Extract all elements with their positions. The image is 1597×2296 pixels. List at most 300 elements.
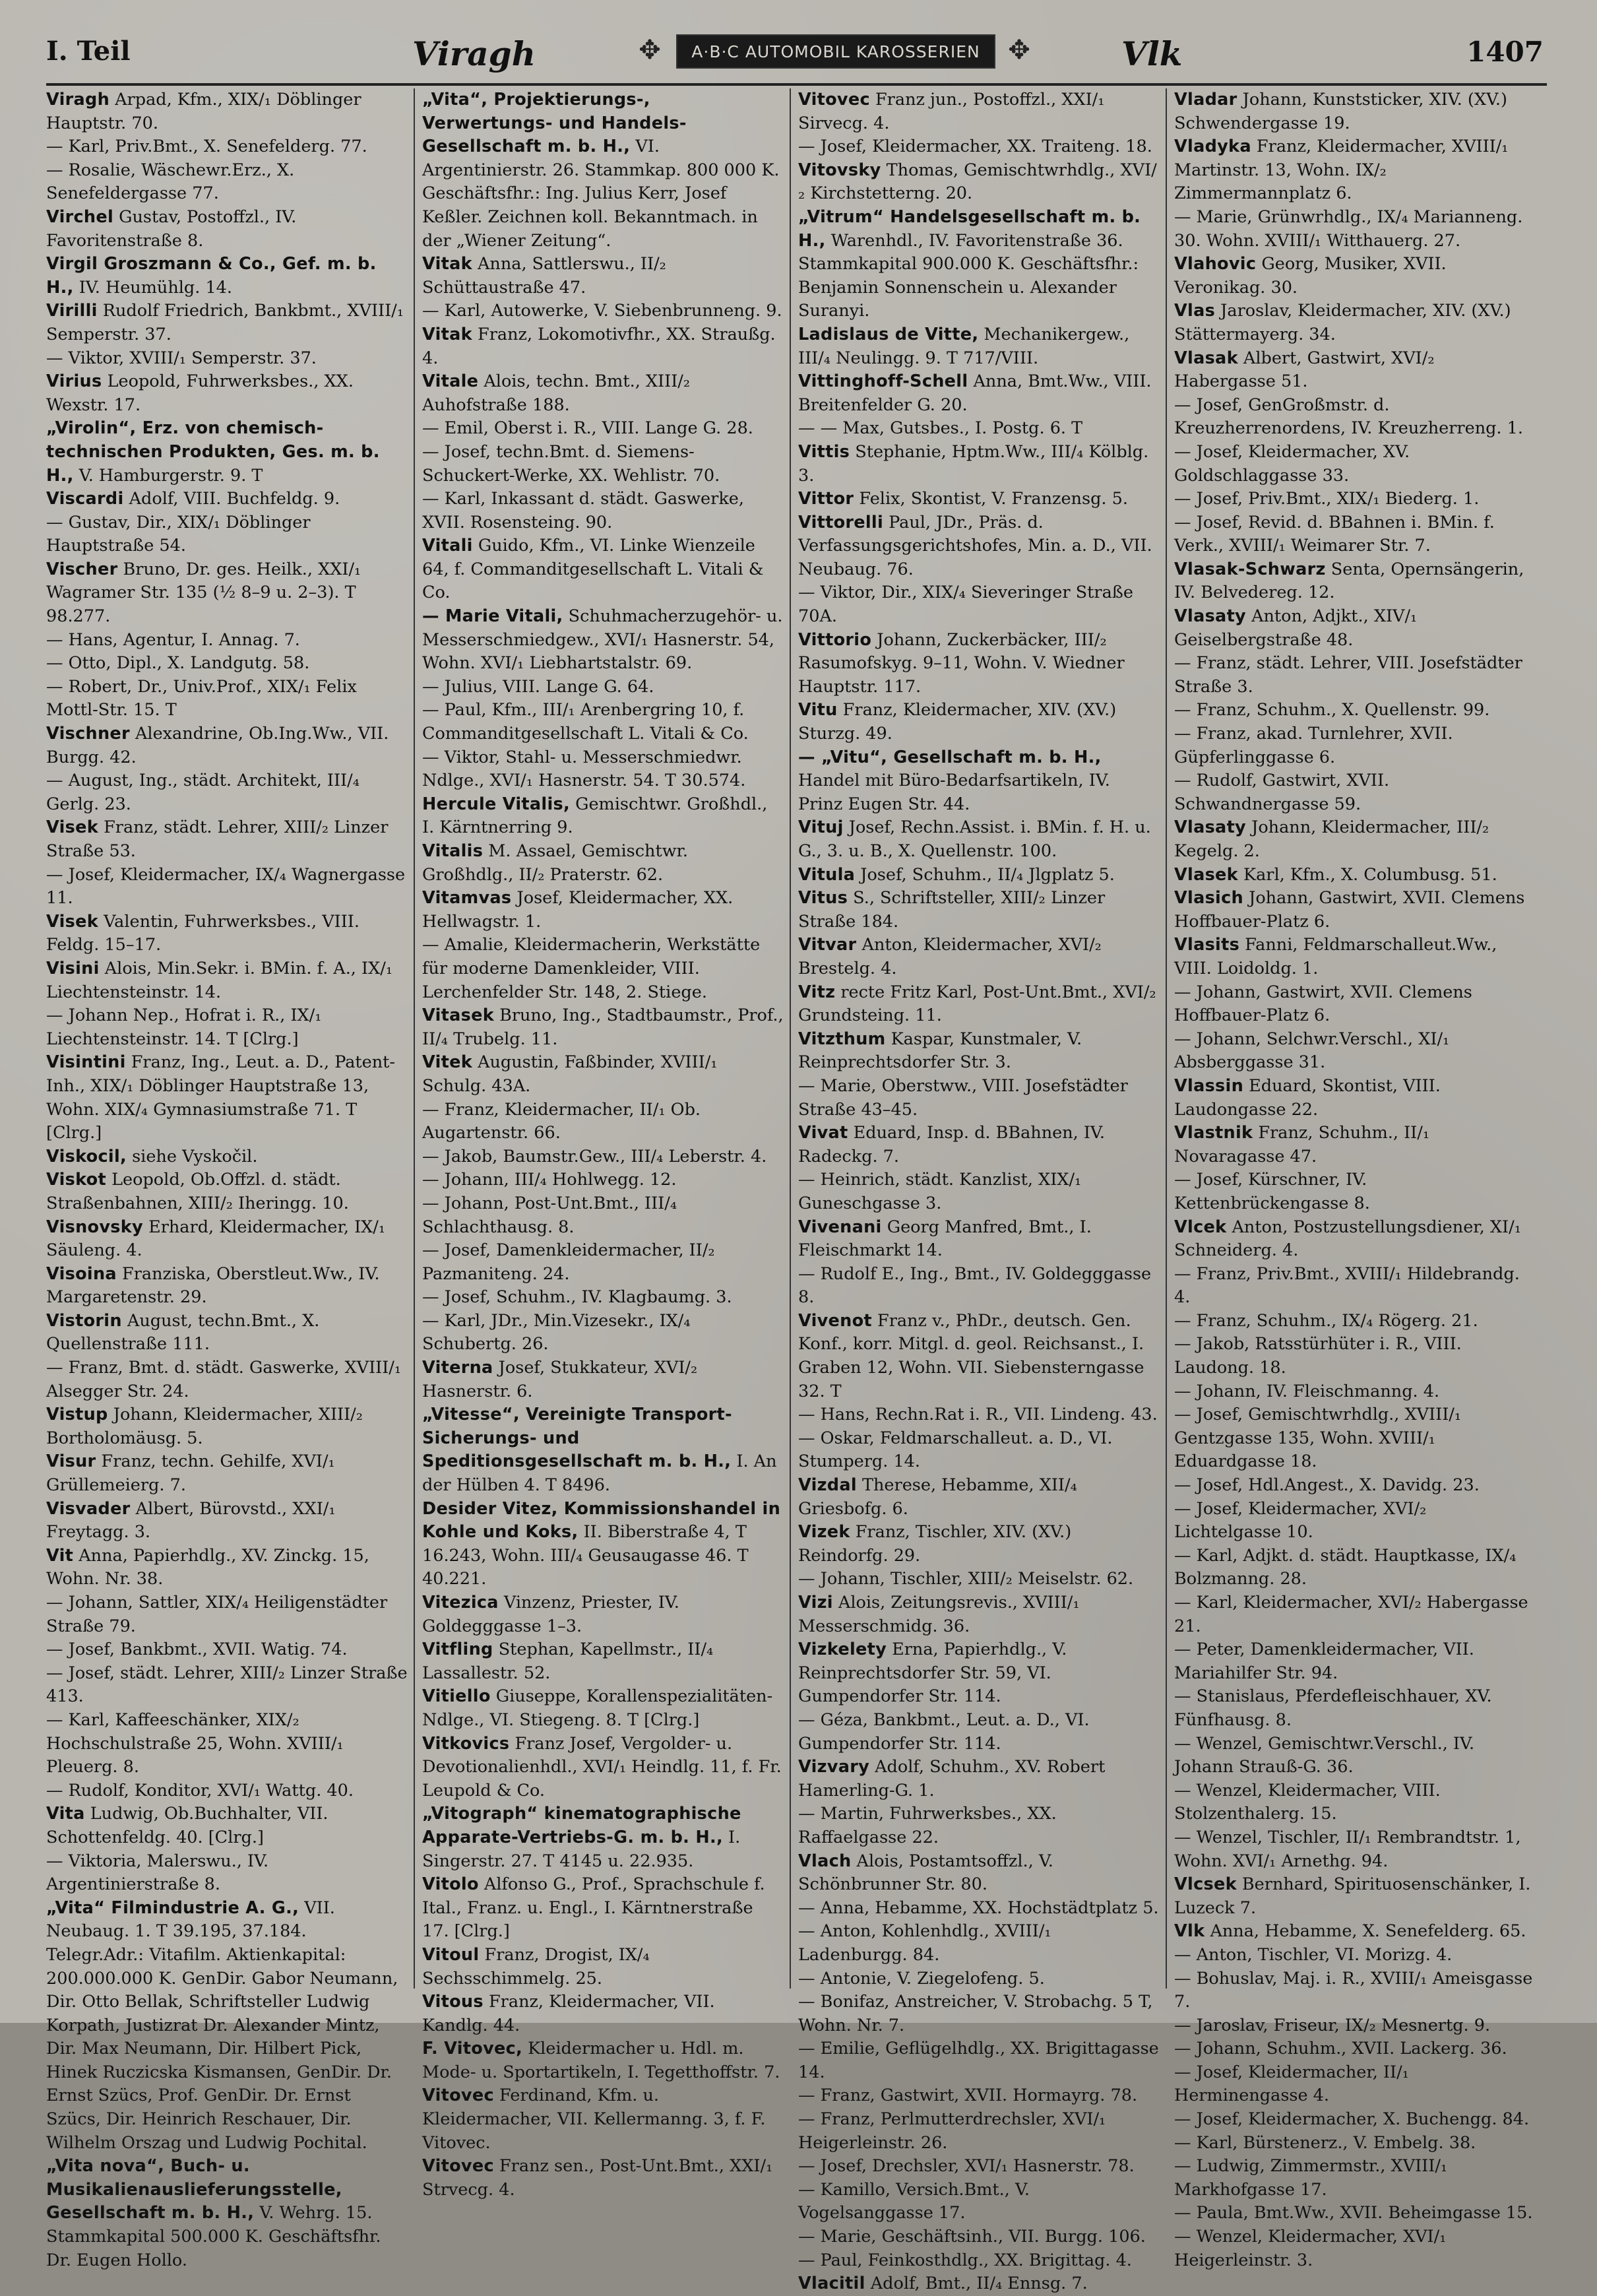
entry-name: Vlach bbox=[798, 1851, 852, 1871]
entry-text: V. Wehrg. 15. Stammkapital 500.000 K. Geschäftsfhr. Dr. Eugen Hollo. bbox=[46, 2203, 381, 2270]
entry-text: — Robert, Dr., Univ.Prof., XIX/₁ Felix Mottl-Str. 15. T bbox=[46, 676, 357, 720]
entry-text: I. An der Hülben 4. T 8496. bbox=[422, 1451, 777, 1496]
entry-text: — Bonifaz, Anstreicher, V. Strobachg. 5 T, Wohn. Nr. 7. bbox=[798, 1992, 1153, 2035]
directory-entry bbox=[422, 1991, 784, 2037]
entry-name: Vizdal bbox=[798, 1475, 857, 1496]
directory-entry bbox=[46, 1450, 408, 1497]
entry-text: Franz, techn. Gehilfe, XVI/₁ Grüllemeierg. 7. bbox=[46, 1451, 335, 1496]
directory-entry bbox=[1174, 206, 1536, 253]
entry-name: Vlastnik bbox=[1174, 1123, 1253, 1143]
entry-text: Gemischtwr. Großhdl., I. Kärntnerring 9. bbox=[422, 794, 768, 838]
entry-text: — Anton, Tischler, VI. Morizg. 4. bbox=[1174, 1944, 1453, 1965]
entry-text: Fanni, Feldmarschalleut.Ww., VIII. Loidoldg. 1. bbox=[1174, 935, 1497, 978]
directory-entry bbox=[422, 1733, 784, 1803]
directory-entry bbox=[1174, 2132, 1536, 2155]
header-rule bbox=[46, 83, 1547, 86]
directory-entry bbox=[798, 1897, 1160, 1921]
entry-name: Vitkovics bbox=[422, 1733, 510, 1754]
directory-entry bbox=[798, 1991, 1160, 2037]
directory-entry bbox=[1174, 558, 1536, 605]
entry-text: S., Schriftsteller, XIII/₂ Linzer Straße 184. bbox=[798, 888, 1106, 932]
directory-entry bbox=[422, 417, 784, 441]
directory-entry bbox=[1174, 2014, 1536, 2038]
directory-entry bbox=[798, 1474, 1160, 1521]
directory-entry bbox=[798, 1427, 1160, 1474]
entry-name: Desider Vitez, Kommissionshandel in Kohle und Koks, bbox=[422, 1498, 781, 1543]
directory-entry bbox=[46, 1638, 408, 1662]
entry-text: — Viktoria, Malerswu., IV. Argentinierstraße 8. bbox=[46, 1851, 269, 1895]
directory-entry bbox=[798, 816, 1160, 863]
directory-entry bbox=[1174, 511, 1536, 558]
entry-text: Franz jun., Postoffzl., XXI/₁ Sirvecg. 4. bbox=[798, 90, 1105, 133]
directory-entry bbox=[1174, 1380, 1536, 1404]
entry-text: Schuhmacherzugehör- u. Messerschmiedgew., XVI/₁ Hasnerstr. 54, Wohn. XVI/₁ Liebhartstalstr. 69. bbox=[422, 606, 783, 674]
directory-entry bbox=[1174, 699, 1536, 722]
entry-text: Stephan, Kapellmstr., II/₄ Lassallestr. 52. bbox=[422, 1640, 714, 1683]
directory-entry bbox=[1174, 1873, 1536, 1920]
directory-entry bbox=[1174, 1733, 1536, 1779]
entry-text: — Karl, Priv.Bmt., X. Senefelderg. 77. bbox=[46, 137, 367, 157]
entry-text: — Stanislaus, Pferdefleischhauer, XV. Fünfhausg. 8. bbox=[1174, 1686, 1492, 1730]
directory-entry bbox=[1174, 1826, 1536, 1873]
directory-entry bbox=[1174, 2061, 1536, 2108]
entry-text: Eduard, Insp. d. BBahnen, IV. Radeckg. 7. bbox=[798, 1123, 1105, 1166]
entry-name: Vizek bbox=[798, 1522, 850, 1543]
directory-entry bbox=[46, 417, 408, 488]
directory-entry bbox=[798, 1850, 1160, 1897]
directory-entry bbox=[798, 2108, 1160, 2155]
entry-text: — Amalie, Kleidermacherin, Werkstätte für moderne Damenkleider, VIII. Lerchenfelder Str. 148, 2. Stiege. bbox=[422, 935, 761, 1002]
entry-name: Visek bbox=[46, 911, 98, 932]
directory-entry bbox=[1174, 816, 1536, 863]
directory-entry bbox=[422, 253, 784, 300]
directory-entry bbox=[46, 1802, 408, 1849]
entry-text: Franz, Schuhm., II/₁ Novaragasse 47. bbox=[1174, 1123, 1430, 1166]
entry-text: — Wenzel, Gemischtwr.Verschl., IV. Johann Strauß-G. 36. bbox=[1174, 1733, 1475, 1777]
entry-text: — Otto, Dipl., X. Landgutg. 58. bbox=[46, 653, 310, 674]
directory-entry bbox=[798, 581, 1160, 628]
entry-text: Josef, Schuhm., II/₄ Jlgplatz 5. bbox=[855, 864, 1115, 885]
directory-entry bbox=[422, 1498, 784, 1591]
entry-text: Johann, Gastwirt, XVII. Clemens Hoffbauer-Platz 6. bbox=[1174, 888, 1525, 932]
entry-text: — August, Ing., städt. Architekt, III/₄ Gerlg. 23. bbox=[46, 771, 360, 814]
directory-entry bbox=[422, 1403, 784, 1497]
entry-text: Alois, techn. Bmt., XIII/₂ Auhofstraße 188. bbox=[422, 371, 691, 415]
entry-name: Vischner bbox=[46, 724, 130, 744]
directory-entry bbox=[798, 2272, 1160, 2296]
directory-entry bbox=[46, 1403, 408, 1450]
entry-name: Vistorin bbox=[46, 1310, 122, 1331]
entry-text: Anna, Papierhdlg., XV. Zinckg. 15, Wohn. Nr. 38. bbox=[46, 1545, 369, 1589]
entry-text: — Karl, Kaffeeschänker, XIX/₂ Hochschulstraße 25, Wohn. XVIII/₁ Pleuerg. 8. bbox=[46, 1709, 344, 1777]
entry-name: Vitula bbox=[798, 864, 856, 885]
entry-name: „Vita“, Projektierungs-, Verwertungs- und Handels-Gesellschaft m. b. H., bbox=[422, 90, 687, 157]
entry-text: Leopold, Fuhrwerksbes., XX. Wexstr. 17. bbox=[46, 371, 354, 415]
directory-entry bbox=[422, 1310, 784, 1356]
entry-name: Vlas bbox=[1174, 301, 1216, 321]
entry-name: Vitalis bbox=[422, 841, 484, 861]
entry-text: Franziska, Oberstleut.Ww., IV. Margaretenstr. 29. bbox=[46, 1263, 380, 1308]
directory-entry bbox=[46, 370, 408, 417]
entry-text: recte Fritz Karl, Post-Unt.Bmt., XVI/₂ Grundsteing. 11. bbox=[798, 982, 1156, 1026]
directory-entry bbox=[46, 2155, 408, 2272]
directory-entry bbox=[46, 1850, 408, 1897]
directory-entry bbox=[422, 2084, 784, 2155]
directory-entry bbox=[46, 1779, 408, 1803]
entry-text: — Rosalie, Wäschewr.Erz., X. Senefeldergasse 77. bbox=[46, 160, 295, 204]
entry-name: Viscardi bbox=[46, 489, 124, 509]
entry-text: Adolf, Bmt., II/₄ Ennsg. 7. bbox=[865, 2274, 1088, 2294]
entry-name: Vlasits bbox=[1174, 935, 1240, 955]
directory-entry bbox=[798, 323, 1160, 370]
directory-entry bbox=[1174, 652, 1536, 699]
entry-text: Franz, Kleidermacher, XIV. (XV.) Sturzg. 49. bbox=[798, 700, 1117, 744]
directory-entry bbox=[46, 347, 408, 371]
directory-entry bbox=[46, 1662, 408, 1709]
entry-text: August, techn.Bmt., X. Quellenstraße 111. bbox=[46, 1310, 320, 1355]
entry-text: — Wenzel, Tischler, II/₁ Rembrandtstr. 1, Wohn. XVI/₁ Arnethg. 94. bbox=[1174, 1827, 1521, 1871]
directory-entry bbox=[1174, 488, 1536, 511]
entry-name: Vischer bbox=[46, 559, 118, 579]
entry-text: — Josef, Revid. d. BBahnen i. BMin. f. Verk., XVIII/₁ Weimarer Str. 7. bbox=[1174, 512, 1495, 556]
directory-entry bbox=[46, 1591, 408, 1638]
entry-text: — Géza, Bankbmt., Leut. a. D., VI. Gumpendorfer Str. 114. bbox=[798, 1709, 1090, 1754]
entry-text: Anna, Bmt.Ww., VIII. Breitenfelder G. 20. bbox=[798, 371, 1152, 415]
directory-entry bbox=[46, 1263, 408, 1310]
directory-entry bbox=[798, 1802, 1160, 1849]
entry-text: — Josef, Schuhm., IV. Klagbaumg. 3. bbox=[422, 1287, 732, 1308]
entry-text: Albert, Bürovstd., XXI/₁ Freytagg. 3. bbox=[46, 1498, 336, 1543]
directory-entry bbox=[422, 88, 784, 253]
entry-name: Vlasak-Schwarz bbox=[1174, 559, 1326, 579]
entry-name: Vlasaty bbox=[1174, 817, 1246, 838]
entry-name: Vizvary bbox=[798, 1757, 869, 1777]
directory-entry bbox=[1174, 934, 1536, 980]
directory-entry bbox=[422, 1239, 784, 1286]
entry-text: — Marie, Grünwrhdlg., IX/₄ Marianneng. 30. Wohn. XVIII/₁ Witthauerg. 27. bbox=[1174, 207, 1523, 251]
entry-name: „Vita“ Filmindustrie A. G., bbox=[46, 1897, 299, 1918]
entry-text: — Julius, VIII. Lange G. 64. bbox=[422, 676, 654, 697]
entry-text: — Franz, Gastwirt, XVII. Hormayrg. 78. bbox=[798, 2086, 1138, 2106]
entry-text: Bruno, Ing., Stadtbaumstr., Prof., II/₄ Trubelg. 11. bbox=[422, 1005, 784, 1049]
directory-entry bbox=[422, 1685, 784, 1732]
entry-text: — Jakob, Ratsstürhüter i. R., VIII. Laudong. 18. bbox=[1174, 1334, 1462, 1378]
entry-text: Therese, Hebamme, XII/₄ Griesbofg. 6. bbox=[798, 1475, 1077, 1519]
entry-name: „Virolin“, Erz. von chemisch-technischen Produkten, Ges. m. b. H., bbox=[46, 418, 380, 486]
directory-entry bbox=[46, 159, 408, 206]
page-header bbox=[46, 32, 1544, 83]
entry-text: Johann, Kunststicker, XIV. (XV.) Schwendergasse 19. bbox=[1174, 90, 1507, 133]
entry-text: Augustin, Faßbinder, XVIII/₁ Schulg. 43A. bbox=[422, 1052, 718, 1096]
directory-entry bbox=[422, 1802, 784, 1873]
entry-text: Alois, Min.Sekr. i. BMin. f. A., IX/₁ Liechtensteinstr. 14. bbox=[46, 958, 393, 1002]
entry-text: Josef, Stukkateur, XVI/₂ Hasnerstr. 6. bbox=[422, 1358, 698, 1401]
directory-entry bbox=[1174, 2155, 1536, 2202]
entry-text: — Johann, Schuhm., XVII. Lackerg. 36. bbox=[1174, 2039, 1507, 2059]
entry-name: Vitale bbox=[422, 371, 479, 392]
entry-text: Bernhard, Spirituosenschänker, I. Luzeck 7. bbox=[1174, 1874, 1531, 1918]
directory-entry bbox=[422, 1873, 784, 1944]
entry-text: Anna, Sattlerswu., II/₂ Schüttaustraße 47. bbox=[422, 254, 666, 298]
entry-text: — Josef, Hdl.Angest., X. Davidg. 23. bbox=[1174, 1475, 1480, 1496]
directory-entry bbox=[46, 88, 408, 135]
directory-entry bbox=[798, 159, 1160, 206]
directory-entry bbox=[1174, 1498, 1536, 1545]
entry-name: Vit bbox=[46, 1545, 74, 1566]
directory-entry bbox=[422, 699, 784, 746]
directory-entry bbox=[1174, 1403, 1536, 1474]
directory-entry bbox=[46, 1310, 408, 1356]
entry-text: — Hans, Rechn.Rat i. R., VII. Lindeng. 43. bbox=[798, 1405, 1158, 1425]
entry-name: Viterna bbox=[422, 1358, 493, 1378]
directory-entry bbox=[422, 1286, 784, 1310]
directory-entry bbox=[798, 746, 1160, 817]
directory-entry bbox=[422, 934, 784, 1004]
entry-text: Georg Manfred, Bmt., I. Fleischmarkt 14. bbox=[798, 1217, 1092, 1261]
entry-text: — Karl, Inkassant d. städt. Gaswerke, XVII. Rosensteing. 90. bbox=[422, 489, 744, 532]
directory-entry bbox=[46, 722, 408, 769]
directory-entry bbox=[46, 511, 408, 558]
entry-name: Vitezica bbox=[422, 1593, 499, 1612]
directory-entry bbox=[422, 323, 784, 370]
entry-name: Virius bbox=[46, 371, 102, 392]
entry-name: Hercule Vitalis, bbox=[422, 794, 570, 814]
directory-entry bbox=[1174, 2108, 1536, 2132]
directory-entry bbox=[46, 957, 408, 1004]
entry-text: — — Max, Gutsbes., I. Postg. 6. T bbox=[798, 418, 1083, 439]
entry-name: Vivenani bbox=[798, 1217, 882, 1237]
directory-entry bbox=[46, 135, 408, 159]
entry-text: — Johann, Selchwr.Verschl., XI/₁ Absberggasse 31. bbox=[1174, 1029, 1450, 1073]
entry-name: Vituj bbox=[798, 817, 844, 838]
directory-entry bbox=[1174, 769, 1536, 816]
directory-entry bbox=[1174, 1168, 1536, 1215]
entry-text: Albert, Gastwirt, XVI/₂ Habergasse 51. bbox=[1174, 348, 1435, 392]
entry-name: Vitous bbox=[422, 1992, 484, 2012]
directory-entry bbox=[1174, 1944, 1536, 1967]
directory-entry bbox=[798, 2037, 1160, 2084]
directory-entry bbox=[1174, 864, 1536, 887]
directory-entry bbox=[1174, 1685, 1536, 1732]
entry-text: — Jakob, Baumstr.Gew., III/₄ Leberstr. 4. bbox=[422, 1146, 767, 1166]
directory-entry bbox=[798, 934, 1160, 980]
directory-entry bbox=[798, 1591, 1160, 1638]
entry-text: Georg, Musiker, XVII. Veronikag. 30. bbox=[1174, 254, 1447, 298]
directory-entry bbox=[1174, 1075, 1536, 1122]
entry-name: Virgil Groszmann & Co., Gef. m. b. H., bbox=[46, 254, 377, 298]
entry-name: Vitasek bbox=[422, 1005, 494, 1026]
entry-text: Jaroslav, Kleidermacher, XIV. (XV.) Stättermayerg. 34. bbox=[1174, 301, 1511, 344]
entry-name: Visoina bbox=[46, 1263, 117, 1284]
entry-name: Vlacitil bbox=[798, 2274, 865, 2294]
directory-entry bbox=[798, 699, 1160, 746]
entry-name: Vitolo bbox=[422, 1874, 479, 1895]
entry-text: — Franz, Schuhm., X. Quellenstr. 99. bbox=[1174, 700, 1490, 720]
directory-entry bbox=[422, 676, 784, 699]
entry-text: — Paul, Feinkosthdlg., XX. Brigittag. 4. bbox=[798, 2250, 1132, 2270]
header-keyword-right: Vlk bbox=[1121, 34, 1183, 73]
entry-name: Vitoul bbox=[422, 1944, 480, 1965]
entry-text: — Rudolf, Gastwirt, XVII. Schwandnergasse 59. bbox=[1174, 771, 1390, 814]
entry-text: — Emil, Oberst i. R., VIII. Lange G. 28. bbox=[422, 418, 753, 439]
entry-text: VI. Argentinierstr. 26. Stammkap. 800 000 K. Geschäftsfhr.: Ing. Julius Kerr, Josef Keßler. Zeichnen koll. Bekanntmach. in der „Wiener Zeitung“. bbox=[422, 137, 780, 251]
entry-name: Vitus bbox=[798, 888, 848, 909]
directory-entry bbox=[46, 1216, 408, 1263]
directory-entry bbox=[798, 1168, 1160, 1215]
entry-text: — Josef, Priv.Bmt., XIX/₁ Biederg. 1. bbox=[1174, 489, 1480, 509]
entry-text: Kaspar, Kunstmaler, V. Reinprechtsdorfer Str. 3. bbox=[798, 1029, 1082, 1073]
entry-text: Warenhdl., IV. Favoritenstraße 36. Stammkapital 900.000 K. Geschäftsfhr.: Benjamin Sonnenschein u. Alexander Suranyi. bbox=[798, 230, 1139, 321]
entry-name: Vitzthum bbox=[798, 1029, 886, 1049]
entry-text: — Josef, Drechsler, XVI/₁ Hasnerstr. 78. bbox=[798, 2156, 1135, 2177]
directory-entry bbox=[1174, 300, 1536, 346]
entry-text: — Viktor, Dir., XIX/₄ Sieveringer Straße 70A. bbox=[798, 583, 1133, 627]
entry-name: Vlcek bbox=[1174, 1217, 1227, 1237]
entry-text: Giuseppe, Korallenspezialitäten-Ndlge., VI. Stiegeng. 8. T [Clrg.] bbox=[422, 1686, 773, 1730]
entry-name: Vittinghoff-Schell bbox=[798, 371, 968, 392]
entry-name: Visur bbox=[46, 1451, 96, 1472]
directory-entry bbox=[798, 1920, 1160, 1967]
entry-text: — Karl, Autowerke, V. Siebenbrunneng. 9. bbox=[422, 301, 782, 321]
directory-entry bbox=[1174, 2037, 1536, 2061]
directory-entry bbox=[798, 864, 1160, 887]
directory-entry bbox=[1174, 1333, 1536, 1380]
entry-text: Johann, Kleidermacher, III/₂ Kegelg. 2. bbox=[1174, 817, 1489, 861]
entry-text: Senta, Opernsängerin, IV. Belvedereg. 12. bbox=[1174, 559, 1524, 603]
directory-entry bbox=[46, 1897, 408, 2155]
entry-name: Vladar bbox=[1174, 90, 1237, 110]
entry-name: Vittorelli bbox=[798, 512, 884, 532]
entry-text: — Franz, städt. Lehrer, VIII. Josefstädter Straße 3. bbox=[1174, 653, 1522, 697]
entry-name: — Marie Vitali, bbox=[422, 606, 563, 627]
directory-entry bbox=[1174, 253, 1536, 300]
entry-text: Eduard, Skontist, VIII. Laudongasse 22. bbox=[1174, 1075, 1441, 1120]
entry-name: Vitu bbox=[798, 700, 838, 720]
directory-entry bbox=[46, 629, 408, 653]
entry-text: Anton, Adjkt., XIV/₁ Geiselbergstraße 48. bbox=[1174, 606, 1418, 650]
entry-text: Thomas, Gemischtwrhdlg., XVI/₂ Kirchstetterng. 20. bbox=[798, 160, 1157, 204]
entry-name: Visini bbox=[46, 958, 100, 978]
directory-entry bbox=[798, 1967, 1160, 1991]
directory-entry bbox=[1174, 1638, 1536, 1685]
entry-text: — Johann Nep., Hofrat i. R., IX/₁ Liechtensteinstr. 14. T [Clrg.] bbox=[46, 1005, 322, 1049]
directory-entry bbox=[422, 1168, 784, 1192]
entry-text: — Josef, Kleidermacher, X. Buchengg. 84. bbox=[1174, 2109, 1530, 2130]
directory-entry bbox=[422, 534, 784, 605]
directory-entry bbox=[422, 1192, 784, 1239]
entry-name: Vitak bbox=[422, 254, 472, 274]
entry-name: Vizkelety bbox=[798, 1640, 887, 1660]
directory-entry bbox=[422, 441, 784, 488]
entry-text: — Johann, Post-Unt.Bmt., III/₄ Schlachthausg. 8. bbox=[422, 1193, 677, 1237]
entry-name: Vivat bbox=[798, 1123, 848, 1143]
directory-entry bbox=[46, 253, 408, 300]
directory-entry bbox=[1174, 722, 1536, 769]
entry-text: — Viktor, XVIII/₁ Semperstr. 37. bbox=[46, 348, 317, 368]
entry-text: Rudolf Friedrich, Bankbmt., XVIII/₁ Semperstr. 37. bbox=[46, 301, 404, 344]
directory-entry bbox=[798, 1310, 1160, 1403]
entry-text: II. Biberstraße 4, T 16.243, Wohn. III/₄ Geusaugasse 46. T 40.221. bbox=[422, 1522, 749, 1589]
entry-text: Franz, Drogist, IX/₄ Sechsschimmelg. 25. bbox=[422, 1944, 650, 1989]
entry-text: — Karl, Bürstenerz., V. Embelg. 38. bbox=[1174, 2132, 1476, 2153]
entry-text: Johann, Zuckerbäcker, III/₂ Rasumofskyg. 9–11, Wohn. V. Wiedner Hauptstr. 117. bbox=[798, 629, 1125, 697]
entry-name: Vitovec bbox=[422, 2086, 494, 2106]
entry-name: Vitek bbox=[422, 1052, 472, 1073]
entry-text: Gustav, Postoffzl., IV. Favoritenstraße 8. bbox=[46, 207, 297, 251]
entry-text: — Wenzel, Kleidermacher, XVI/₁ Heigerleinstr. 3. bbox=[1174, 2227, 1447, 2270]
entry-name: Virchel bbox=[46, 207, 114, 227]
entry-text: Erhard, Kleidermacher, IX/₁ Säuleng. 4. bbox=[46, 1217, 386, 1261]
entry-text: — Josef, Kleidermacher, XV. Goldschlaggasse 33. bbox=[1174, 441, 1410, 486]
entry-text: — Franz, Bmt. d. städt. Gaswerke, XVIII/₁ Alsegger Str. 24. bbox=[46, 1358, 402, 1401]
entry-name: Vitali bbox=[422, 536, 473, 556]
entry-text: Felix, Skontist, V. Franzensg. 5. bbox=[854, 489, 1128, 509]
entry-text: — Josef, städt. Lehrer, XIII/₂ Linzer Straße 413. bbox=[46, 1663, 408, 1707]
directory-entry bbox=[1174, 1920, 1536, 1944]
entry-text: — Josef, Kleidermacher, XVI/₂ Lichtelgasse 10. bbox=[1174, 1498, 1427, 1543]
directory-entry bbox=[798, 1028, 1160, 1075]
entry-text: — Paul, Kfm., III/₁ Arenbergring 10, f. Commanditgesellschaft L. Vitali & Co. bbox=[422, 700, 749, 744]
entry-text: — Josef, Gemischtwrhdlg., XVIII/₁ Gentzgasse 135, Wohn. XVIII/₁ Eduardgasse 18. bbox=[1174, 1405, 1462, 1472]
directory-entry bbox=[46, 300, 408, 346]
directory-entry bbox=[422, 1356, 784, 1403]
directory-entry bbox=[1174, 1591, 1536, 1638]
entry-name: Vistup bbox=[46, 1405, 108, 1425]
entry-text: Anton, Kleidermacher, XVI/₂ Brestelg. 4. bbox=[798, 935, 1102, 978]
entry-text: — Josef, GenGroßmstr. d. Kreuzherrenordens, IV. Kreuzherreng. 1. bbox=[1174, 395, 1523, 439]
column-divider bbox=[414, 88, 415, 1989]
directory-entry bbox=[798, 1756, 1160, 1802]
entry-name: Vittis bbox=[798, 441, 850, 462]
entry-name: Vitovec bbox=[422, 2156, 494, 2177]
entry-text: — Josef, Kleidermacher, IX/₄ Wagnergasse 11. bbox=[46, 864, 406, 909]
advertisement-banner: A·B·C AUTOMOBIL KAROSSERIEN bbox=[676, 34, 995, 69]
entry-text: — Marie, Geschäftsinh., VII. Burgg. 106. bbox=[798, 2227, 1146, 2247]
directory-entry bbox=[798, 1263, 1160, 1310]
page-number: 1407 bbox=[1466, 36, 1544, 68]
entry-text: — Peter, Damenkleidermacher, VII. Mariahilfer Str. 94. bbox=[1174, 1640, 1474, 1683]
directory-entry bbox=[798, 1521, 1160, 1568]
directory-entry bbox=[46, 206, 408, 253]
entry-text: — Gustav, Dir., XIX/₁ Döblinger Hauptstraße 54. bbox=[46, 512, 311, 556]
header-keyword-left: Viragh bbox=[412, 34, 536, 73]
entry-text: Adolf, Schuhm., XV. Robert Hamerling-G. 1. bbox=[798, 1757, 1106, 1801]
entry-text: Kleidermacher u. Hdl. m. Mode- u. Sportartikeln, I. Tegetthoffstr. 7. bbox=[422, 2039, 780, 2082]
directory-entry bbox=[798, 1568, 1160, 1591]
directory-entry bbox=[46, 769, 408, 816]
directory-entry bbox=[422, 1944, 784, 1991]
entry-text: Franz, städt. Lehrer, XIII/₂ Linzer Straße 53. bbox=[46, 817, 389, 861]
entry-name: Vitak bbox=[422, 324, 472, 344]
directory-entry bbox=[422, 2155, 784, 2202]
entry-text: — Hans, Agentur, I. Annag. 7. bbox=[46, 629, 300, 650]
part-label: I. Teil bbox=[46, 36, 131, 67]
directory-entry bbox=[46, 1356, 408, 1403]
entry-text: IV. Heumühlg. 14. bbox=[73, 277, 232, 298]
directory-entry bbox=[798, 2179, 1160, 2225]
directory-entry bbox=[46, 1498, 408, 1545]
entry-name: „Vitrum“ Handelsgesellschaft m. b. H., bbox=[798, 207, 1141, 251]
directory-entry bbox=[1174, 2225, 1536, 2272]
directory-entry bbox=[798, 1216, 1160, 1263]
entry-name: Vitovec bbox=[798, 90, 870, 110]
directory-entry bbox=[798, 206, 1160, 323]
directory-entry bbox=[1174, 1263, 1536, 1310]
entry-text: — Josef, Kleidermacher, XX. Traiteng. 18. bbox=[798, 137, 1152, 157]
column-divider bbox=[790, 88, 791, 1989]
entry-text: — Josef, techn.Bmt. d. Siemens-Schuckert-Werke, XX. Wehlistr. 70. bbox=[422, 441, 720, 486]
directory-entry bbox=[798, 417, 1160, 441]
